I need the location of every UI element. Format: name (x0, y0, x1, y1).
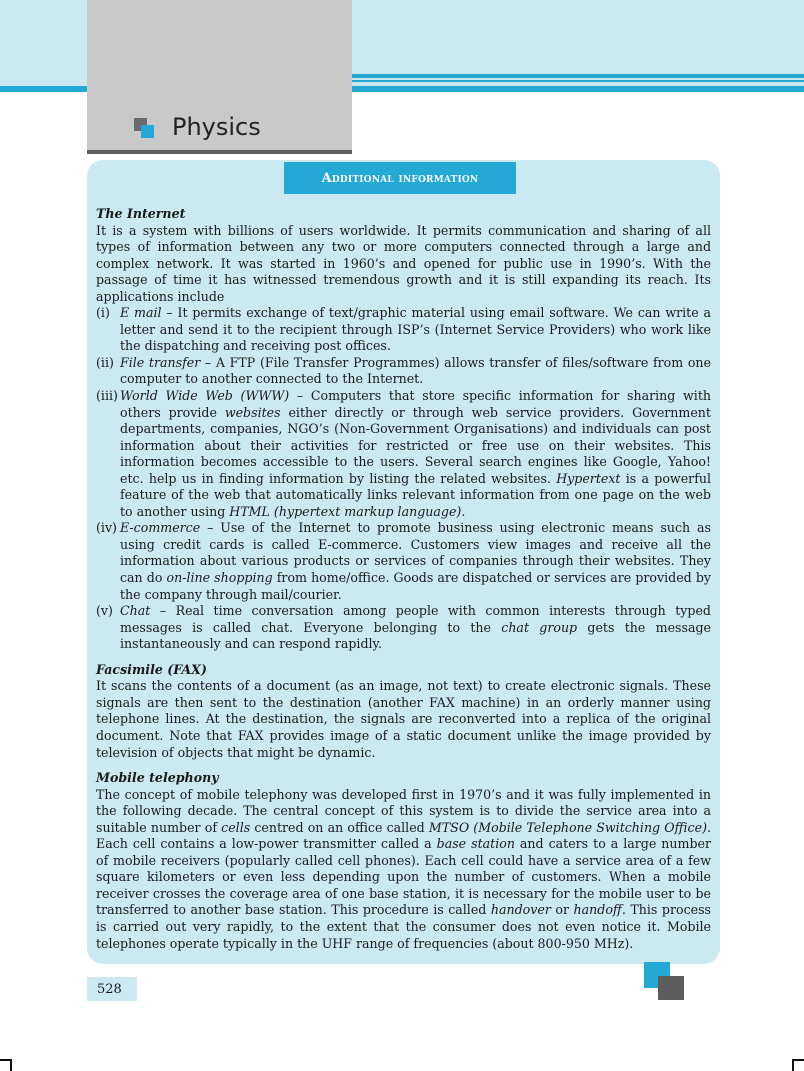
paragraph-text: . This process is carried out very rapidly, to the extent that the consumer does not even notice it. Mobile telephones operate typically in the UHF range of frequencies (about 800-950 MHz). (96, 902, 712, 951)
item-emphasis: HTML (hypertext markup language) (229, 503, 462, 519)
emphasis: handover (490, 902, 551, 918)
internet-intro: It is a system with billions of users worldwide. It permits communication and sharing of all types of information between any two or more computers connected through a large and complex network. It was started in 1960’s and opened for public use in 1990’s. With the passage of time it has witnessed tremendous growth and it is still expanding its reach. Its applications include (96, 222, 711, 304)
item-number: (iii) (96, 388, 118, 404)
item-number: (i) (96, 305, 110, 321)
header-rule-thin (352, 80, 804, 82)
two-squares-icon (134, 118, 156, 140)
info-box-content (96, 206, 711, 952)
emphasis: base station (436, 836, 515, 852)
paragraph-text: and caters to a large number of mobile receivers (popularly called cell phones). Each cell could have a service area of a few square kilometers or even less depending upon the number of customers. When a mobile receiver crosses the coverage area of one base station, it is necessary for the mobile user to be transferred to another base station. This procedure is called (96, 836, 711, 918)
item-text: – Real time conversation among people with common interests through typed messages is called chat. Everyone belonging to the (120, 603, 711, 635)
item-emphasis: on-line shopping (166, 570, 273, 586)
corner-square-dark-icon (658, 976, 684, 1000)
crop-mark-bottom-left (0, 1059, 12, 1071)
paragraph-text: centred on an office called (250, 819, 429, 835)
item-number: (iv) (96, 520, 117, 536)
item-number: (ii) (96, 354, 114, 370)
item-term: World Wide Web (WWW) (120, 388, 290, 404)
item-emphasis: chat group (501, 619, 578, 635)
item-text: – Use of the Internet to promote business using electronic means such as using credit cards is called E-commerce. Customers view images and receive all the information about various products or services of companies through their websites. They can do (120, 520, 711, 586)
item-text: – Computers that store specific information for sharing with others provide (120, 388, 711, 420)
chapter-title: Physics (172, 113, 261, 141)
crop-mark-bottom-right (792, 1059, 804, 1071)
fax-text: It scans the contents of a document (as an image, not text) to create electronic signals. These signals are then sent to the destination (another FAX machine) in an orderly manner using telephone lines. At the destination, the signals are reconverted into a replica of the original document. Note that FAX provides image of a static document unlike the image provided by television of objects that might be dynamic. (96, 678, 711, 760)
emphasis: handoff (573, 902, 622, 918)
item-text: . (461, 503, 466, 519)
item-text: from home/office. Goods are dispatched or services are provided by the company through mail/courier. (120, 570, 712, 602)
item-term: E-commerce (120, 520, 201, 536)
item-emphasis: Hypertext (556, 470, 621, 486)
section-heading-mobile: Mobile telephony (96, 770, 219, 786)
list-item (96, 520, 711, 603)
page-number: 528 (87, 977, 137, 1001)
item-text: – It permits exchange of text/graphic material using email software. We can write a letter and send it to the recipient through ISP’s (Internet Service Providers) who work like the dispatching and receiving post offices. (120, 305, 711, 354)
list-item (96, 603, 711, 653)
info-box-banner: Additional information (284, 162, 516, 194)
list-item (96, 388, 711, 520)
section-heading-internet: The Internet (96, 206, 186, 221)
item-text: either directly or through web service providers. Government departments, companies, NGO’s (Non-Government Organisations) and individuals can post information about their activities for restricted or free use on their websites. This information becomes accessible to the users. Several search engines like Google, Yahoo! etc. help us in finding information by listing the related websites. (120, 404, 711, 486)
chapter-tab-underline (87, 150, 352, 154)
item-text: is a powerful feature of the web that automatically links relevant information from one page on the web to another using (120, 470, 711, 519)
section-heading-fax: Facsimile (FAX) (96, 661, 207, 677)
item-text: gets the message instantaneously and can respond rapidly. (120, 619, 711, 652)
item-emphasis: websites (224, 404, 281, 420)
item-number: (v) (96, 603, 113, 619)
header-rule-upper (352, 74, 804, 78)
item-term: Chat (120, 603, 151, 619)
paragraph-text: The concept of mobile telephony was developed first in 1970’s and it was fully implemented in the following decade. The central concept of this system is to divide the service area into a suitable number of (96, 786, 711, 835)
paragraph-text: . Each cell contains a low-power transmitter called a (96, 819, 711, 852)
list-item (96, 355, 711, 388)
emphasis: cells (221, 819, 251, 835)
list-item (96, 305, 711, 355)
mobile-text (96, 787, 711, 952)
emphasis: MTSO (Mobile Telephone Switching Office) (428, 819, 707, 835)
item-term: File transfer (120, 354, 201, 370)
paragraph-text: or (550, 902, 574, 918)
item-text: – A FTP (File Transfer Programmes) allows transfer of files/software from one computer to another connected to the Internet. (120, 354, 711, 387)
item-term: E mail (120, 305, 162, 321)
